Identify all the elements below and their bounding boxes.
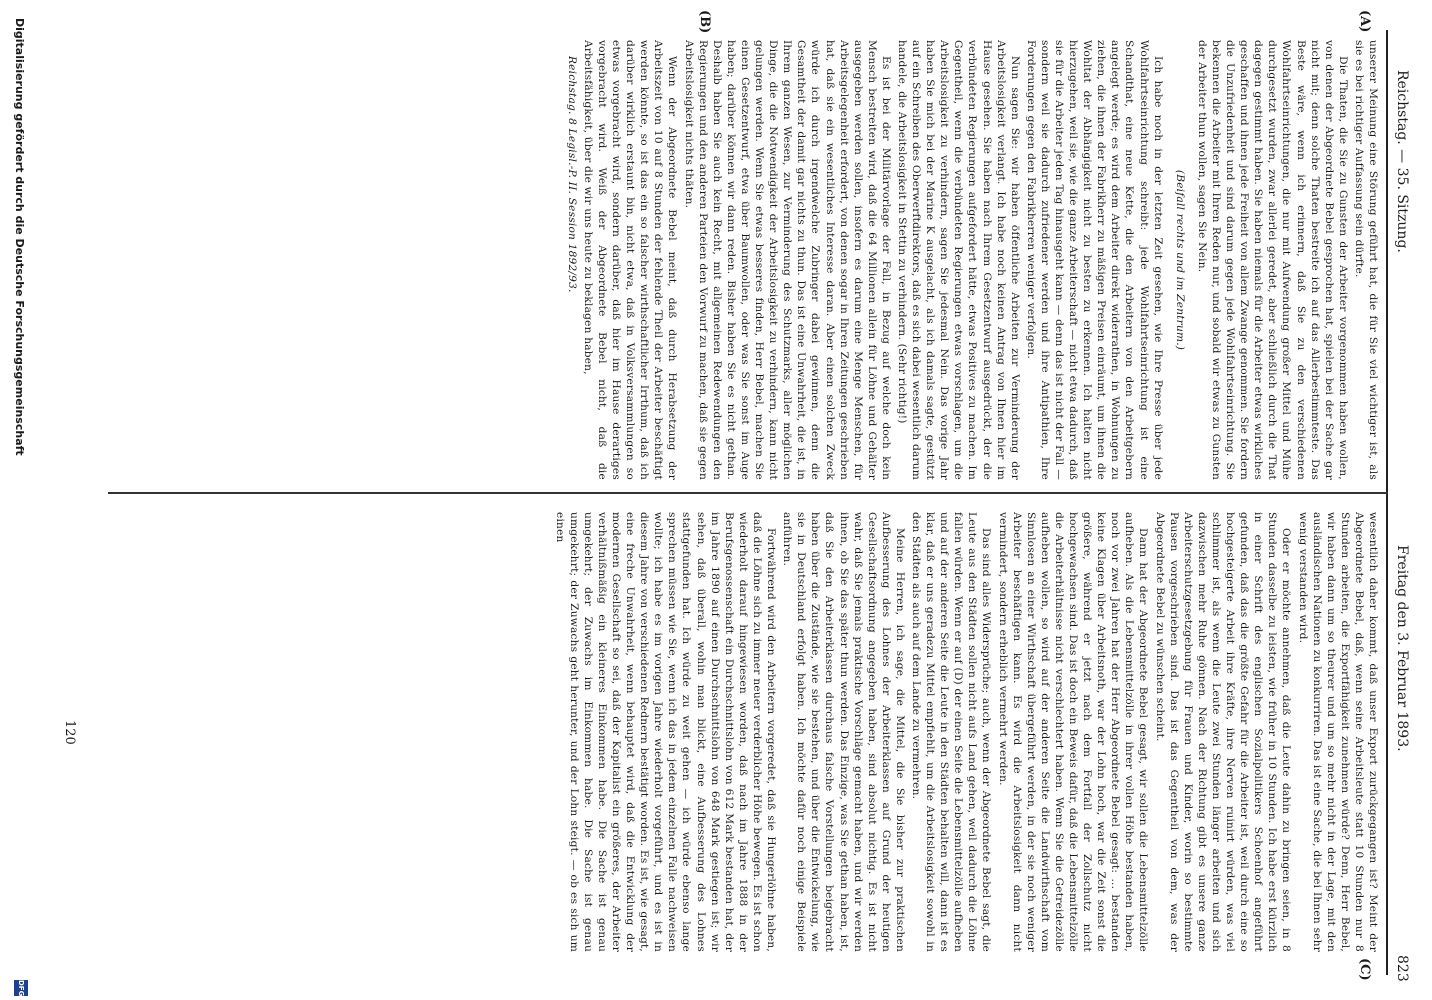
paragraph: Die Thaten, die Sie zu Gunsten der Arbeiter vorgenommen haben wollen, von denen der Abgeordnete Bebel gesprochen hat, spielen bei der Sache gar nicht mit; denn solche Thaten bestreite ich auf das Allerbestimmteste. Das Beste wäre, wenn ich erinnern, daß Sie zu den verschiedenen Wohlfahrtseinrichtungen, die nur mit Aufwendung großer Mittel und Mühe durchgesetzt wurden, zwar allerlei geredet, aber schließlich durch die That dagegen gestimmt haben. Sie haben niemals für die Arbeiter etwas wirkliches geschaffen und ihnen jede Freiheit von allem Zwange genommen. Sie fordern die Unzufriedenheit und sind darum gegen jede Wohlfahrtseinrichtung. Sie bekennen die Arbeiter mit Ihren Reden nur, und sobald wir etwas zu Gunsten der Arbeiter thun wollen, sagen Sie Nein. — [1195, 40, 1349, 480]
marker-a: (A) — [1357, 10, 1372, 33]
page-header — [1384, 0, 1424, 1000]
applause-note: (Beifall rechts und im Zentrum.) — [1173, 169, 1186, 351]
left-column — [90, 40, 1380, 480]
paragraph: Das sind alles Widersprüche; auch, wenn der Abgeordnete Bebel sagt, die Leute aus den Städten sollen nicht aufs Land gehen, weil dadurch die Löhne fallen würden. Wenn er auf (D) der einen Seite die Lebensmittelzölle aufheben und auf der anderen Seite die Leute in den Städten behalten will, dann ist es klar, daß er uns geradezu Mittel empfiehlt, um die Arbeitslosigkeit sowohl in den Städten als auch auf dem Lande zu vermehren. — [910, 512, 993, 952]
paragraph: Wenn der Abgeordnete Bebel meint, daß durch Herabsetzung der Arbeitszeit von 10 auf 8 Stunden der fehlende Theil der Arbeiter beschäftigt werden könnte, so ist das ein so falscher wirthschaftlicher Irrthum, daß ich darüber wirklich erstaunt bin, nicht etwa, daß in Volksversammlungen so etwas vorgebracht wird, sondern darüber, daß hier im Hause derartiges vorgebracht wird. Weiß der Abgeordnete Bebel nicht, daß die Arbeitsfähigkeit, über die wir uns heute zu beklagen haben, — [581, 40, 679, 480]
paragraph: Fortwährend wird den Arbeitern vorgeredet, daß sie Hungerlöhne haben, daß die Löhne sich zu immer neuer verderblicher Höhe bewegen. Es ist schon wiederholt darauf hingewiesen worden, daß nach im Jahre 1888 in der Berufsgenossenschaft ein Durchschnittslohn von 612 Mark bestanden hat, der im Jahre 1890 auf einen Durchschnittslohn von 648 Mark gestiegen ist; wir sehen, daß überall, wohin man blickt, eine Aufbesserung des Lohnes stattgefunden hat. Ich würde zu weit gehen — ich würde ebenso lange sprechen müssen wie Sie, wenn ich das in jedem einzelnen Falle nachweisen wollte; ich habe es im vorigen Jahre wiederholt vorgeführt, und es ist in diesem Jahre von verschiedenen Rednern bestätigt worden. Es ist, wie gesagt, eine freche Unwahrheit, wenn behauptet wird, daß die Entwicklung der modernen Gesellschaft so sei, daß der Kapitalist ein größeres, der Arbeiter verhältnißmäßig ein kleineres Einkommen habe. Die Sache ist genau umgekehrt; der Zuwachs im Einkommen habe. Die Sache ist genau umgekehrt; der Zuwachs geht herunter, und der Lohn steigt. — ob es sich um einen — [553, 512, 778, 952]
paragraph: Oder er möchte annehmen, daß die Leute dahin zu bringen seien, in 8 Stunden dasselbe zu leisten, wie früher in 10 Stunden. Ich habe erst kürzlich in einer Schrift des englischen Sozialpolitikers Schoenhof angeführt gefunden, daß das die größte Gefahr für die Arbeiter ist, weil durch eine so hochgesteigerte Arbeit ihre Kräfte, ihre Nerven ruinirt würden, was viel schlimmer ist, als wenn die Leute zwei Stunden länger arbeiten und sich dazwischen mehr Ruhe gönnen. Nach der Richtung gibt es unsere ganze Arbeiterschutzgesetzgebung für Frauen und Kinder, worin so bestimmte Pausen vorgeschrieben sind. Das ist das Gegentheil von dem, was der Abgeordnete Bebel zu wünschen scheint. — [1153, 512, 1293, 952]
marker-b: (B) — [697, 10, 712, 34]
paragraph: Nun sagen Sie: wir haben öffentliche Arbeiten zur Verminderung der Arbeitslosigkeit verlangt. Ich habe noch keinen Antrag von Ihnen hier im Hause gesehen. Sie haben nach Ihrem Gesetzentwurf ausgedrückt, der die verbündeten Regierungen aufgefordert hätte, etwas Positives zu machen. Im Gegentheil, wenn die verbündeten Regierungen etwas vorschlagen, um die Arbeitslosigkeit zu verhindern, sagen Sie jedesmal Nein. Das vorige Jahr haben Sie mich bei der Marine K ausgelacht, als ich damals sagte, gestützt auf ein Schreiben des Oberwerftdirektors, daß es sich dabei wesentlich darum handele, die Arbeitslosigkeit in Stettin zu verhindern. (Sehr richtig!) — [896, 40, 1021, 480]
footer — [6, 0, 32, 1000]
paragraph: Es ist bei der Militärvorlage der Fall, in Bezug auf welche doch kein Mensch bestreiten wird, daß die 64 Millionen allein für Löhne und Gehälter ausgegeben werden sollen, insofern es darum eine Menge Menschen, für Arbeitsgelegenheit erfordert, von denen sogar in Ihren Zeitungen geschrieben hat, daß sie ein wesentliches Interesse daran. Aber einen solchen Zweck würde ich durch irgendwelche Zubringer dabei gewinnen, denn die Gesamtheit der damit gar nichts zu thun. Das ist eine Unwahrheit, die ist, in Ihrem ganzen Wesen, zur Verminderung des Schutzmarks, aller möglichen Dinge, die die Notwendigkeit der Arbeitslosigkeit zu verhindern, kann nicht gelungen werden. Wenn Sie etwas besseres finden, Herr Bebel, machen Sie einen Gesetzentwurf, etwa über Baumwollen, oder was Sie sonst im Auge haben; darüber können wir dann reden. Bisher haben Sie es nicht gethan. Deshalb haben Sie auch kein Recht, mit allgemeinen Redewendungen den Regierungen und den anderen Parteien den Vorwurf zu machen, daß sie gegen Arbeitslosigkeit nichts thäten. — [682, 40, 892, 480]
dfg-logo-icon: DFG — [14, 980, 28, 996]
paragraph: Ich habe noch in der letzten Zeit gesehen, wie Ihre Presse über jede Wohlfahrtseinrichtung schreibt: jede Wohlfahrtseinrichtung ist eine Schandthat, eine neue Kette, die den Arbeitern von den Arbeitgebern angelegt werde; es wird dem Arbeiter direkt widerrathen, in Wohnungen zu ziehen, die ihnen der Fabrikherr zu mäßigen Preisen einräumt, um ihnen die Wohltat der Abhängigkeit nicht zu besten zu erkennen. Ich halten nicht hierzugehen, weil sie, wie die ganze Arbeiterschaft — nicht etwa dadurch, daß sie für die Arbeiter jeden Tag hinausgeht kann — denn das ist nicht der Fall — sondern weil sie dadurch zufriedener werden und ihre Antipathien, Ihre Forderungen gegen den Fabrikherren weniger verfolgen. — [1024, 40, 1164, 480]
column-divider — [108, 492, 1388, 494]
footer-text: Digitalisierung gefördert durch die Deutsche Forschungsgemeinschaft — [13, 18, 26, 456]
page-number: 120 — [62, 720, 77, 745]
session-signature: Reichstag. 8 Legisl.-P. II. Session 1892/93. — [565, 56, 578, 293]
header-date: Freitag den 3. Februar 1893. — [1394, 545, 1410, 752]
paragraph: unserer Meinung eine Störung geführt hat, die für Sie viel wichtiger ist, als sie es bei richtiger Auffassung sein dürfte. — [1352, 40, 1379, 480]
paragraph: Meine Herren, ich sage, die Mittel, die Sie bisher zur praktischen Aufbesserung des Lohnes der Arbeiterklassen auf Grund der heutigen Gesellschaftsordnung angegeben haben, sind absolut nichtig. Es ist nicht wahr, daß Sie jemals praktische Vorschläge gemacht haben, und wir werden ihnen, ob Sie das später thun werden. Das Einzige, was Sie gethan haben, ist, daß Sie den Arbeiterklassen durchaus falsche Vorstellungen beigebracht haben über die Zustände, wie sie bestehen, und über die Entwickelung, wie sie in Deutschland erfolgt haben. Ich möchte dafür noch einige Beispiele anführen. — [781, 512, 906, 952]
paragraph: wesentlich daher kommt, daß unser Export zurückgegangen ist? Meint der Abgeordnete Bebel, daß, wenn seine Arbeitsleute statt 10 Stunden nur 8 Stunden arbeiten, die Exportfähigkeit zunehmen würde? Denn, Herr Bebel, wir haben dann um so theurer und um so mehr nicht in der Lage, mit den ausländischen Nationen zu konkurriren. Das ist eine Sache, die bei Ihnen sehr wenig verstanden wird. — [1296, 512, 1379, 952]
header-session: Reichstag. — 35. Sitzung. — [1394, 70, 1410, 253]
paragraph: Dann hat der Abgeordnete Bebel gesagt, wir sollen die Lebensmittelzölle aufheben. Als die Lebensmittelzölle in ihrer vollen Höhe bestanden haben, noch vor zwei Jahren hat der Herr Abgeordnete Bebel gesagt: ... bestanden keine Klagen über Arbeitsnoth, war der Lohn hoch, war die Zeit sonst die größere, während er jetzt nach dem Fortfall der Zollschutz nicht hochgewachsen sind. Das ist doch ein Beweis dafür, daß die Lebensmittelzölle die Arbeiterhältnisse nicht verschlechtert haben. Wenn Sie die Getreidezölle aufheben wollen, so wird auf der anderen Seite die Landwirthschaft vom Sinnlosen an einer Wirthschaft übergeführt werden, in der sie noch weniger Arbeiter beschäftigen kann. Es wird die Arbeitslosigkeit dann nicht vermindert, sondern erheblich vermehrt werden. — [996, 512, 1150, 952]
right-column — [90, 512, 1380, 952]
marker-c: (C) — [1357, 958, 1372, 981]
header-page-number: 823 — [1394, 955, 1410, 982]
header-rule — [1386, 30, 1388, 975]
